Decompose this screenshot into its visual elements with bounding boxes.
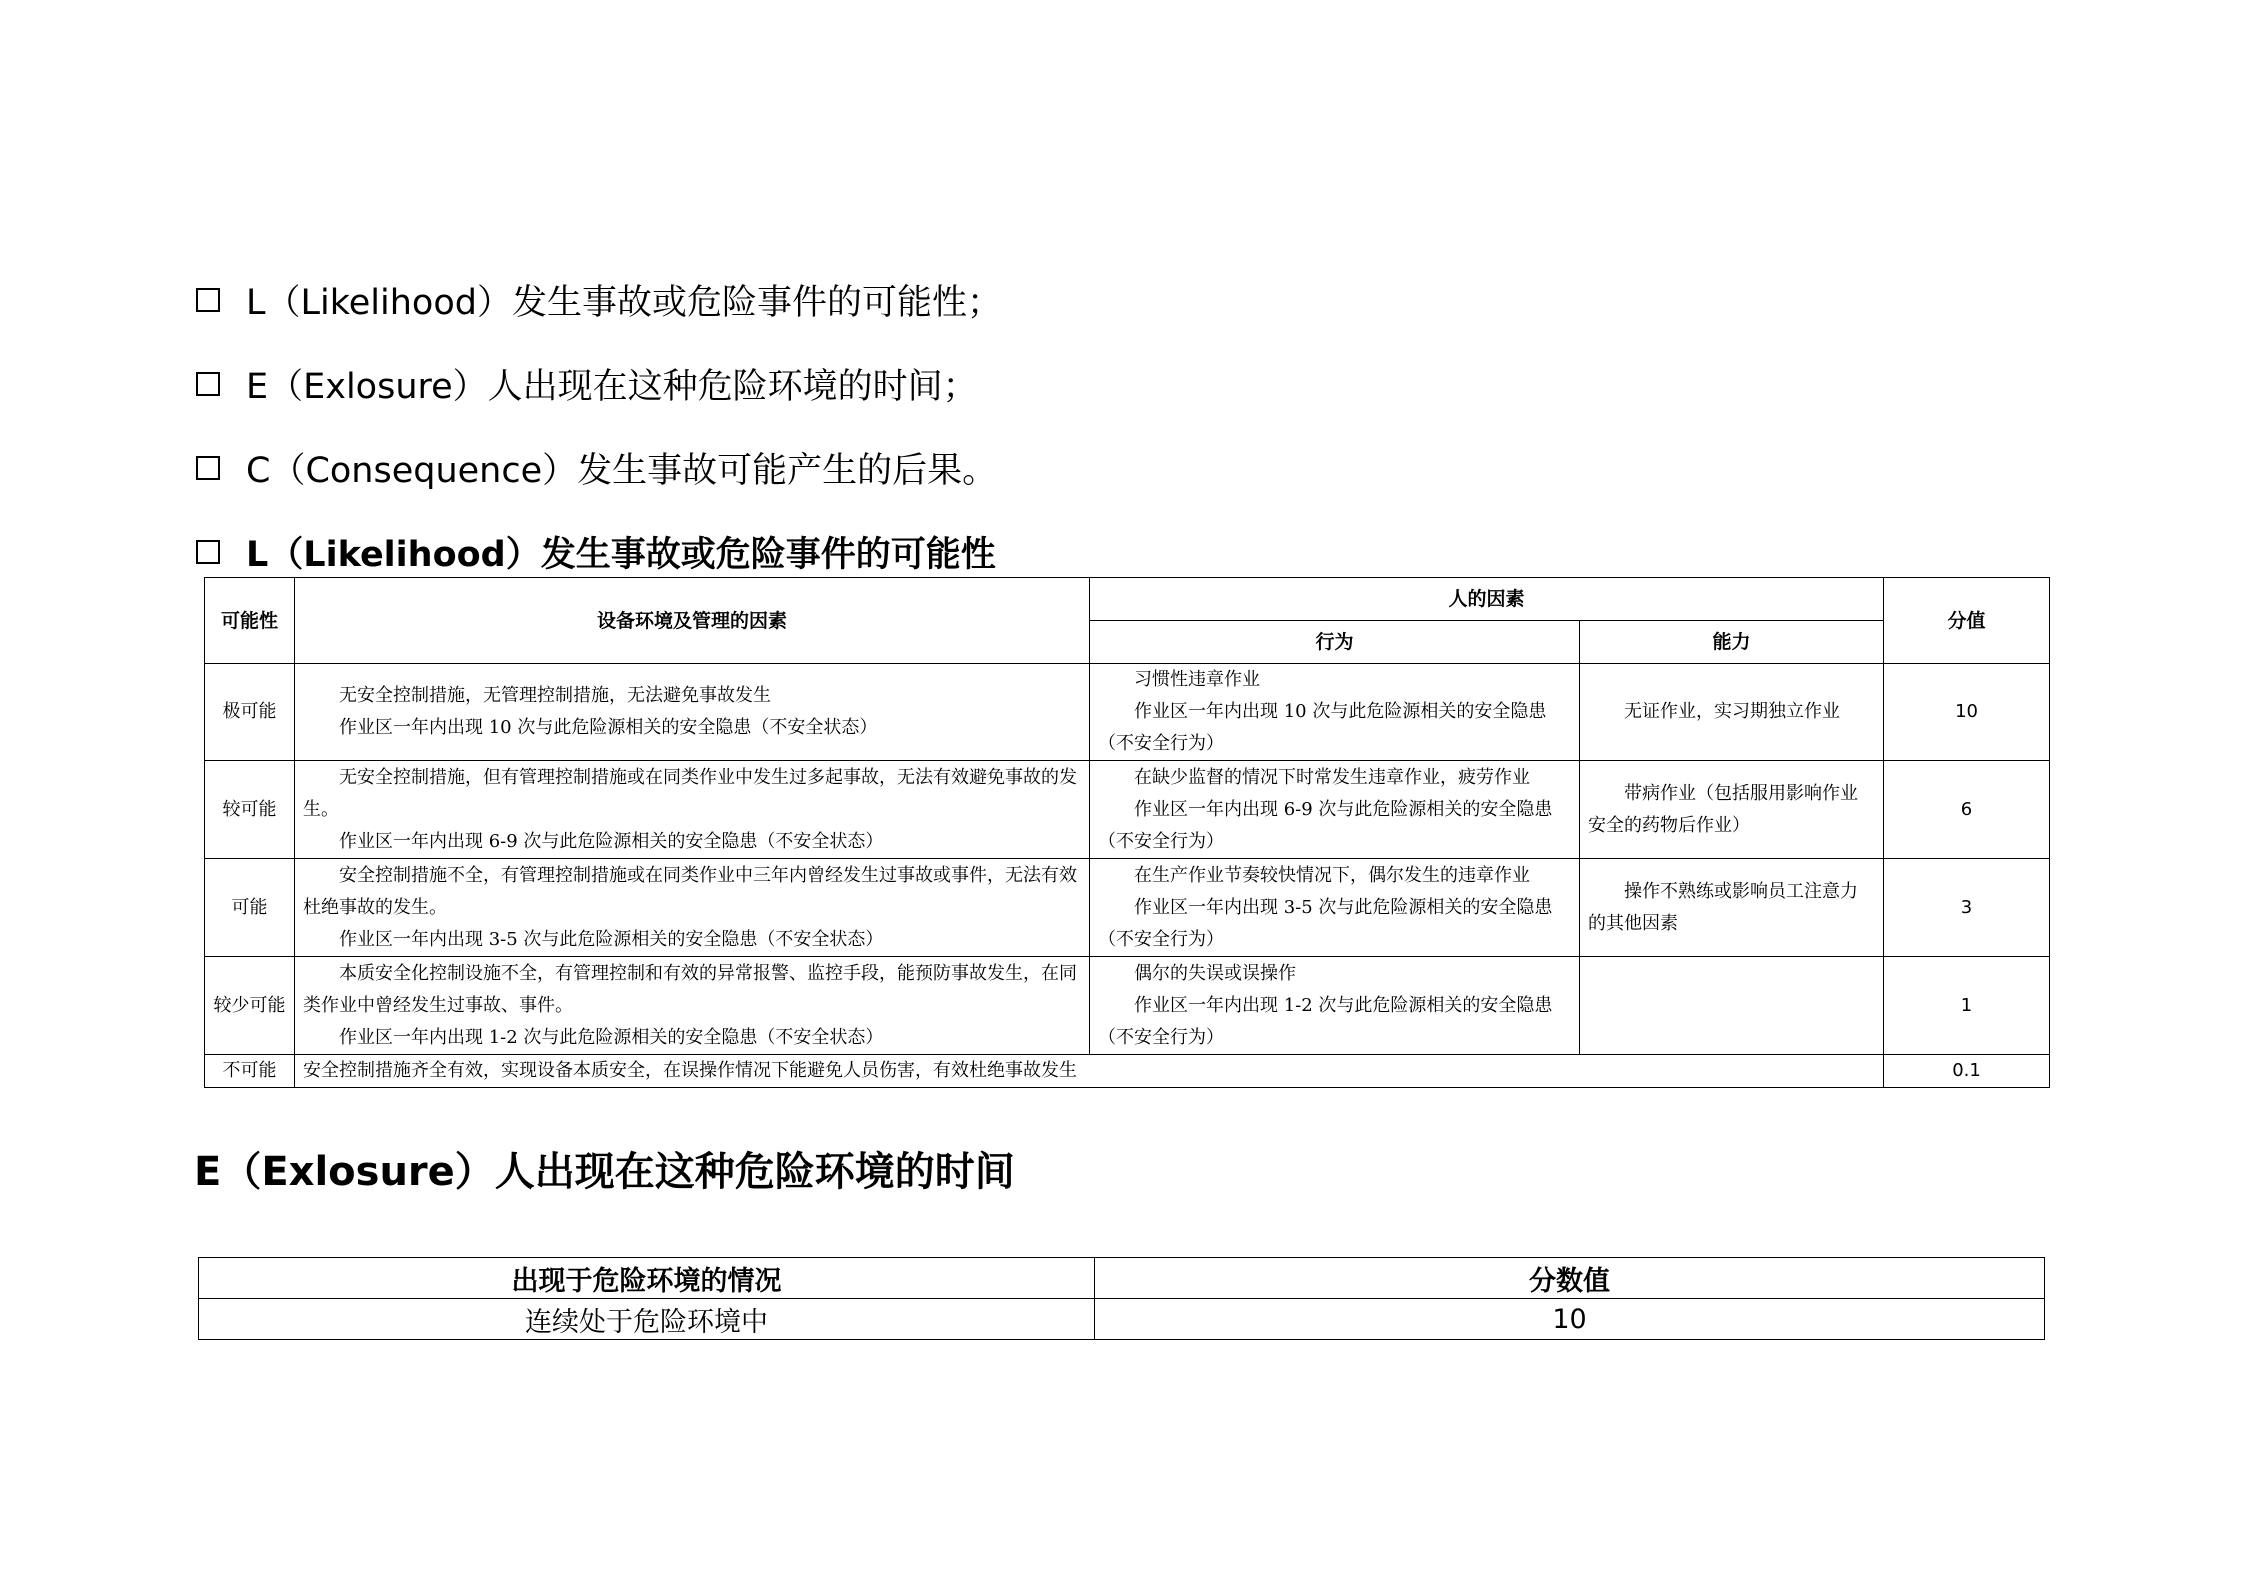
equipment-cell: 本质安全化控制设施不全，有管理控制和有效的异常报警、监控手段，能预防事故发生，在同类作业中曾经发生过事故、事件。 作业区一年内出现 1-2 次与此危险源相关的安全隐患（不安全状态） xyxy=(295,957,1090,1055)
definition-list xyxy=(196,258,2096,594)
equipment-cell: 无安全控制措施，但有管理控制措施或在同类作业中发生过多起事故，无法有效避免事故的发生。 作业区一年内出现 6-9 次与此危险源相关的安全隐患（不安全状态） xyxy=(295,761,1090,859)
table-header-row xyxy=(199,1258,2045,1299)
score-cell: 10 xyxy=(1884,664,2050,761)
checkbox-square-icon xyxy=(196,456,220,480)
likelihood-cell: 不可能 xyxy=(205,1055,295,1088)
header-likelihood: 可能性 xyxy=(205,578,295,664)
checkbox-square-icon xyxy=(196,288,220,312)
table-row xyxy=(205,957,2050,1055)
header-ability: 能力 xyxy=(1580,621,1884,664)
section-heading-exposure: E（Exlosure）人出现在这种危险环境的时间 xyxy=(194,1149,1015,1195)
table-row xyxy=(205,761,2050,859)
header-score: 分值 xyxy=(1884,578,2050,664)
equipment-cell: 安全控制措施不全，有管理控制措施或在同类作业中三年内曾经发生过事故或事件，无法有效杜绝事故的发生。 作业区一年内出现 3-5 次与此危险源相关的安全隐患（不安全状态） xyxy=(295,859,1090,957)
score-cell: 3 xyxy=(1884,859,2050,957)
header-behavior: 行为 xyxy=(1090,621,1580,664)
behavior-cell: 偶尔的失误或误操作 作业区一年内出现 1-2 次与此危险源相关的安全隐患（不安全行为） xyxy=(1090,957,1580,1055)
score-cell: 0.1 xyxy=(1884,1055,2050,1088)
equipment-cell: 安全控制措施齐全有效，实现设备本质安全，在误操作情况下能避免人员伤害，有效杜绝事故发生 xyxy=(295,1055,1884,1088)
behavior-cell: 在缺少监督的情况下时常发生违章作业，疲劳作业 作业区一年内出现 6-9 次与此危险源相关的安全隐患（不安全行为） xyxy=(1090,761,1580,859)
likelihood-cell: 较少可能 xyxy=(205,957,295,1055)
checkbox-square-icon xyxy=(196,540,220,564)
table-row xyxy=(199,1299,2045,1340)
score-cell: 6 xyxy=(1884,761,2050,859)
likelihood-cell: 较可能 xyxy=(205,761,295,859)
ability-cell: 操作不熟练或影响员工注意力的其他因素 xyxy=(1580,859,1884,957)
likelihood-table xyxy=(204,577,2050,1088)
bullet-consequence xyxy=(196,426,2096,510)
behavior-cell: 习惯性违章作业 作业区一年内出现 10 次与此危险源相关的安全隐患（不安全行为） xyxy=(1090,664,1580,761)
header-human-factors: 人的因素 xyxy=(1090,578,1884,621)
header-score: 分数值 xyxy=(1095,1258,2045,1299)
exposure-table xyxy=(198,1257,2045,1340)
score-cell: 1 xyxy=(1884,957,2050,1055)
equipment-cell: 无安全控制措施，无管理控制措施，无法避免事故发生 作业区一年内出现 10 次与此危险源相关的安全隐患（不安全状态） xyxy=(295,664,1090,761)
situation-cell: 连续处于危险环境中 xyxy=(199,1299,1095,1340)
table-row xyxy=(205,1055,2050,1088)
header-equipment: 设备环境及管理的因素 xyxy=(295,578,1090,664)
header-situation: 出现于危险环境的情况 xyxy=(199,1258,1095,1299)
bullet-likelihood xyxy=(196,258,2096,342)
behavior-cell: 在生产作业节奏较快情况下，偶尔发生的违章作业 作业区一年内出现 3-5 次与此危险源相关的安全隐患（不安全行为） xyxy=(1090,859,1580,957)
likelihood-cell: 可能 xyxy=(205,859,295,957)
bullet-text: E（Exlosure）人出现在这种危险环境的时间； xyxy=(246,367,978,407)
bullet-text: L（Likelihood）发生事故或危险事件的可能性； xyxy=(246,283,1002,323)
likelihood-cell: 极可能 xyxy=(205,664,295,761)
table-row xyxy=(205,859,2050,957)
bullet-exposure xyxy=(196,342,2096,426)
table-row xyxy=(205,664,2050,761)
bullet-text: C（Consequence）发生事故可能产生的后果。 xyxy=(246,451,998,491)
ability-cell: 带病作业（包括服用影响作业安全的药物后作业） xyxy=(1580,761,1884,859)
checkbox-square-icon xyxy=(196,372,220,396)
heading-text: L（Likelihood）发生事故或危险事件的可能性 xyxy=(246,535,996,575)
score-cell: 10 xyxy=(1095,1299,2045,1340)
ability-cell: 无证作业，实习期独立作业 xyxy=(1580,664,1884,761)
ability-cell xyxy=(1580,957,1884,1055)
